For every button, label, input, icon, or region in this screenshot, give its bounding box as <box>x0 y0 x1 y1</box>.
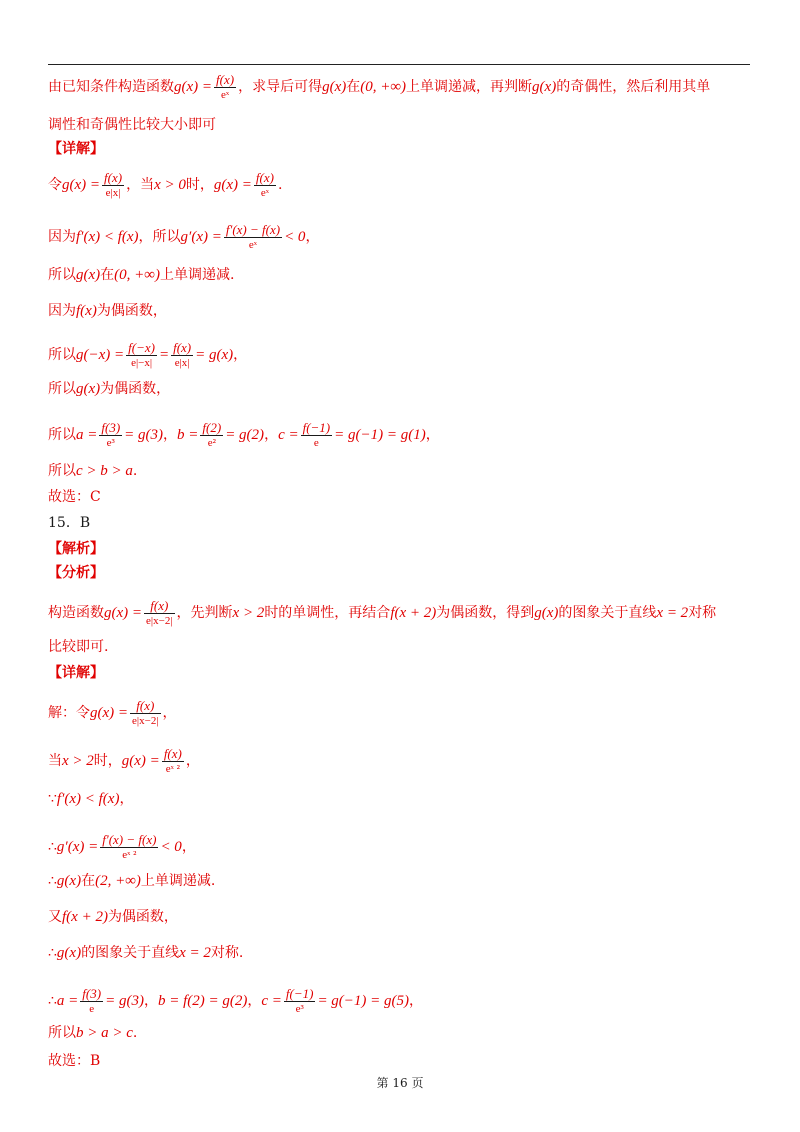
text-run: 【解析】 <box>48 541 104 557</box>
text-run: ， <box>233 347 248 363</box>
text-run: . <box>277 177 283 193</box>
fraction-denominator: eˣ ² <box>122 849 137 861</box>
text-run: 所以 <box>48 427 76 443</box>
text-line <box>48 1024 137 1042</box>
math-expression: < 0 <box>160 839 182 855</box>
text-run: 因为 <box>48 229 76 245</box>
math-expression: b > a > c <box>76 1025 133 1041</box>
text-run: . <box>132 1025 138 1041</box>
fraction-denominator: eˣ <box>248 239 257 251</box>
fraction-denominator: e³ <box>106 437 115 449</box>
text-line <box>48 790 133 808</box>
fraction-denominator: e|x−2| <box>132 715 159 727</box>
text-run: 所以 <box>48 1025 76 1041</box>
fraction-denominator: eˣ <box>221 89 230 101</box>
math-expression: b = f(2) = g(2) <box>157 993 248 1009</box>
text-line <box>48 664 104 682</box>
math-expression: g(−x) = <box>76 347 125 363</box>
math-fraction <box>200 420 223 450</box>
math-expression: x > 2 <box>62 753 94 769</box>
text-run: 上单调递减. <box>159 267 235 283</box>
text-run: 时的单调性，再结合 <box>264 605 391 621</box>
text-run: 上单调递减. <box>140 873 216 889</box>
text-run: ∴ <box>48 993 57 1009</box>
math-expression: f(x + 2) <box>62 909 108 925</box>
text-line <box>48 302 167 320</box>
fraction-numerator: f′(x) − f(x) <box>102 832 157 847</box>
fraction-denominator: e <box>89 1003 95 1015</box>
text-run: ∴ <box>48 873 57 889</box>
math-expression: = g(−1) = g(1) <box>334 427 426 443</box>
fraction-denominator: e|−x| <box>131 357 153 369</box>
fraction-numerator: f(x) <box>255 170 274 185</box>
text-run: ， <box>409 993 424 1009</box>
text-run: . <box>132 463 138 479</box>
text-run: 为偶函数， <box>100 381 171 397</box>
text-line <box>48 564 104 582</box>
math-expression: g(x) <box>76 267 101 283</box>
fraction-numerator: f(−1) <box>302 420 331 435</box>
math-expression: x > 0 <box>154 177 186 193</box>
math-expression: x > 2 <box>232 605 265 621</box>
math-expression: (0, +∞) <box>360 79 407 95</box>
text-line <box>48 986 423 1016</box>
math-fraction <box>99 420 122 450</box>
math-expression: c = <box>261 993 282 1009</box>
text-line <box>48 420 440 450</box>
text-run: ，当 <box>126 177 155 193</box>
math-fraction <box>224 222 282 252</box>
page-number: 第 16 页 <box>376 1076 424 1090</box>
math-expression: g(x) <box>322 79 347 95</box>
math-expression: g(x) <box>532 79 557 95</box>
text-run: 上单调递减，再判断 <box>406 79 533 95</box>
fraction-denominator: e² <box>207 437 216 449</box>
math-expression: x = 2 <box>179 945 211 961</box>
math-expression: g(x) <box>534 605 559 621</box>
text-run: 的奇偶性，然后利用其单 <box>556 79 711 95</box>
fraction-denominator: eˣ ² <box>165 763 180 775</box>
text-run: ， <box>162 705 177 721</box>
text-run: 所以 <box>48 267 76 283</box>
fraction-denominator: e|x−2| <box>146 615 173 627</box>
fraction-denominator: e <box>313 437 319 449</box>
math-expression: g(x) = <box>213 177 252 193</box>
fraction-denominator: e|x| <box>174 357 190 369</box>
text-line <box>48 746 200 776</box>
text-run: 对称. <box>210 945 244 961</box>
text-line <box>48 72 710 102</box>
text-run: 所以 <box>48 381 76 397</box>
math-expression: = g(x) <box>195 347 234 363</box>
math-expression: a = <box>76 427 98 443</box>
fraction-denominator: e|x| <box>105 187 121 199</box>
text-run: 解：令 <box>48 705 90 721</box>
fraction-denominator: e³ <box>295 1003 304 1015</box>
text-run: 在 <box>346 79 361 95</box>
math-fraction <box>162 746 184 776</box>
text-line <box>48 116 216 134</box>
math-expression: a = <box>56 993 79 1009</box>
text-run: 故选：C <box>48 489 101 505</box>
text-line <box>48 170 282 200</box>
text-run: 调性和奇偶性比较大小即可 <box>48 117 216 133</box>
text-run: 【分析】 <box>48 565 104 581</box>
text-line <box>48 872 215 890</box>
math-expression: = g(−1) = g(5) <box>317 993 410 1009</box>
text-run: ，求导后可得 <box>238 79 323 95</box>
fraction-numerator: f(3) <box>101 420 121 435</box>
fraction-numerator: f(3) <box>82 986 102 1001</box>
text-run: ， <box>185 753 200 769</box>
text-line <box>48 638 108 656</box>
text-run: 所以 <box>48 347 76 363</box>
text-run: ， <box>264 427 279 443</box>
math-expression: g(x) <box>76 381 101 397</box>
text-run: ，先判断 <box>176 605 233 621</box>
fraction-numerator: f(x) <box>136 698 155 713</box>
math-expression: < 0 <box>284 229 306 245</box>
text-run: 为偶函数，得到 <box>436 605 535 621</box>
text-run: 故选：B <box>48 1053 101 1069</box>
text-run: ，所以 <box>138 229 181 245</box>
fraction-numerator: f(x) <box>216 72 235 87</box>
text-run: ∴ <box>48 945 57 961</box>
text-run: 为偶函数， <box>96 303 167 319</box>
math-expression: (2, +∞) <box>95 873 141 889</box>
text-run: 时， <box>93 753 122 769</box>
text-run: 所以 <box>48 463 76 479</box>
math-fraction <box>126 340 157 370</box>
text-line <box>48 340 247 370</box>
text-run: 当 <box>48 753 62 769</box>
text-run: 【详解】 <box>48 141 104 157</box>
text-run: 为偶函数， <box>107 909 178 925</box>
text-run: 比较即可. <box>48 639 109 655</box>
text-line <box>48 698 177 728</box>
math-expression: = g(2) <box>225 427 265 443</box>
fraction-denominator: eˣ <box>260 187 269 199</box>
header-rule <box>48 64 750 65</box>
text-run: 令 <box>48 177 62 193</box>
text-run: ， <box>181 839 196 855</box>
math-expression: g(x) = <box>104 605 143 621</box>
text-run: ， <box>425 427 440 443</box>
fraction-numerator: f(x) <box>163 746 182 761</box>
text-run: 又 <box>48 909 62 925</box>
math-expression: g(x) = <box>174 79 213 95</box>
fraction-numerator: f(x) <box>104 170 123 185</box>
text-run: 的图象关于直线 <box>81 945 180 961</box>
text-run: 对称 <box>688 605 717 621</box>
text-line <box>48 140 104 158</box>
fraction-numerator: f(x) <box>173 340 192 355</box>
math-expression: g(x) = <box>121 753 160 769</box>
math-fraction <box>284 986 316 1016</box>
text-line <box>48 908 178 926</box>
math-fraction <box>80 986 103 1016</box>
math-fraction <box>214 72 236 102</box>
text-run: ， <box>305 229 320 245</box>
math-fraction <box>102 170 124 200</box>
text-run: 由已知条件构造函数 <box>48 79 174 95</box>
math-expression: g(x) = <box>90 705 129 721</box>
text-line <box>48 266 234 284</box>
text-run: 因为 <box>48 303 76 319</box>
math-expression: b = <box>177 427 199 443</box>
text-line <box>48 598 716 628</box>
text-run: 在 <box>100 267 115 283</box>
math-expression: g′(x) = <box>56 839 99 855</box>
math-fraction <box>130 698 161 728</box>
math-expression: f′(x) < f(x) <box>76 229 139 245</box>
fraction-numerator: f(−1) <box>285 986 314 1001</box>
text-run: ∴ <box>48 839 57 855</box>
fraction-numerator: f′(x) − f(x) <box>225 222 281 237</box>
math-expression: g(x) <box>56 945 82 961</box>
math-expression: g(x) = <box>62 177 101 193</box>
math-expression: (0, +∞) <box>114 267 160 283</box>
text-line <box>48 222 319 252</box>
math-expression: = g(3) <box>124 427 164 443</box>
math-expression: f(x + 2) <box>390 605 437 621</box>
fraction-numerator: f(2) <box>202 420 222 435</box>
text-run: ∵ <box>48 791 57 807</box>
fraction-numerator: f(x) <box>150 598 169 613</box>
math-expression: x = 2 <box>656 605 689 621</box>
text-run: 构造函数 <box>48 605 104 621</box>
math-fraction <box>254 170 276 200</box>
math-expression: = <box>158 347 170 363</box>
text-line <box>48 514 90 532</box>
text-line <box>48 462 137 480</box>
math-fraction <box>301 420 333 450</box>
text-line <box>48 1052 100 1070</box>
fraction-numerator: f(−x) <box>128 340 155 355</box>
text-run: 的图象关于直线 <box>558 605 657 621</box>
text-run: ， <box>143 993 158 1009</box>
math-expression: c = <box>278 427 299 443</box>
text-line <box>48 488 101 506</box>
text-run: 【详解】 <box>48 665 104 681</box>
text-line <box>48 832 196 862</box>
math-expression: g(x) <box>56 873 82 889</box>
text-line <box>48 380 170 398</box>
text-run: 在 <box>81 873 96 889</box>
text-line <box>48 944 243 962</box>
math-expression: g′(x) = <box>180 229 222 245</box>
text-run: ， <box>163 427 178 443</box>
math-expression: = g(3) <box>105 993 144 1009</box>
text-line <box>48 540 104 558</box>
math-expression: c > b > a <box>76 463 133 479</box>
text-run: 时， <box>185 177 214 193</box>
text-run: ， <box>247 993 262 1009</box>
text-run: ， <box>119 791 134 807</box>
math-fraction <box>144 598 175 628</box>
text-run: 15．B <box>48 515 91 531</box>
math-expression: f(x) <box>76 303 97 319</box>
math-fraction <box>100 832 158 862</box>
math-fraction <box>171 340 193 370</box>
math-expression: f′(x) < f(x) <box>56 791 120 807</box>
